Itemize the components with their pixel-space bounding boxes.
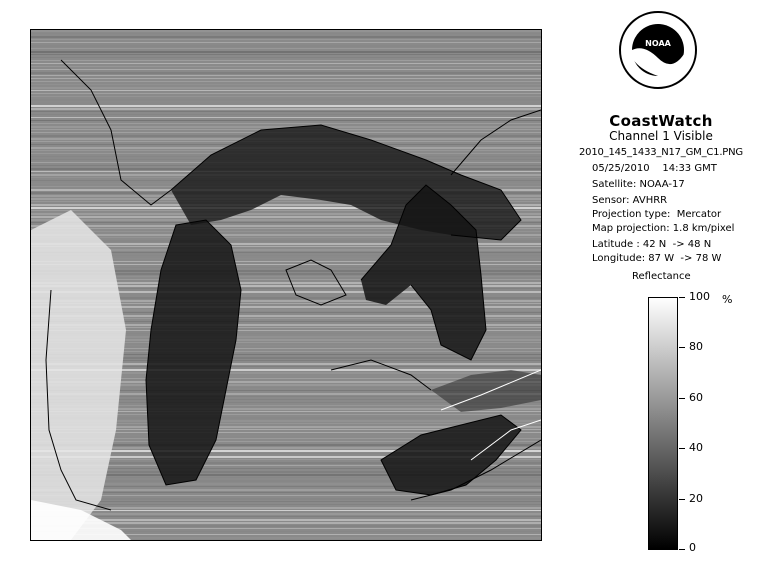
scan-line: [31, 486, 541, 487]
scan-line: [31, 75, 541, 76]
scan-line: [31, 69, 541, 70]
channel-label: Channel 1 Visible: [609, 129, 713, 143]
scan-line: [31, 108, 541, 110]
colorbar-tick-label: 0: [689, 541, 696, 554]
scan-line: [31, 489, 541, 491]
scan-line: [31, 504, 541, 505]
app-title: CoastWatch: [609, 112, 713, 130]
scan-line: [31, 513, 541, 515]
colorbar-tick: [679, 398, 685, 399]
colorbar-unit: %: [722, 293, 733, 306]
satellite-image: [31, 30, 541, 540]
scan-line: [31, 39, 541, 40]
scan-line: [31, 36, 541, 38]
colorbar-tick-label: 20: [689, 492, 703, 505]
scan-line: [31, 84, 541, 85]
scan-line: [31, 114, 541, 115]
colorbar: [648, 297, 678, 550]
scan-line: [31, 105, 541, 107]
scan-line: [31, 117, 541, 118]
colorbar-tick: [679, 549, 685, 550]
scan-line: [31, 510, 541, 511]
sensor-label: Sensor: AVHRR: [592, 195, 668, 206]
scan-line: [31, 492, 541, 493]
noaa-logo-icon: [618, 10, 698, 90]
colorbar-title: Reflectance: [632, 271, 691, 282]
colorbar-tick-label: 40: [689, 441, 703, 454]
scan-line: [31, 66, 541, 67]
scan-line: [31, 48, 541, 49]
colorbar-tick: [679, 347, 685, 348]
colorbar-tick-label: 60: [689, 391, 703, 404]
longitude-label: Longitude: 87 W -> 78 W: [592, 253, 722, 264]
scan-line: [31, 81, 541, 82]
scan-line: [31, 99, 541, 101]
scan-line: [31, 51, 541, 53]
scan-line: [31, 45, 541, 47]
colorbar-tick: [679, 448, 685, 449]
colorbar-tick: [679, 499, 685, 500]
projection-type-label: Projection type: Mercator: [592, 209, 722, 220]
scan-line: [31, 60, 541, 61]
scan-line: [31, 519, 541, 521]
map-projection-label: Map projection: 1.8 km/pixel: [592, 223, 735, 234]
file-name: 2010_145_1433_N17_GM_C1.PNG: [579, 147, 743, 158]
scan-line: [31, 516, 541, 517]
scan-line: [31, 30, 541, 32]
svg-text:NOAA: NOAA: [645, 39, 671, 48]
scan-line: [31, 111, 541, 112]
latitude-label: Latitude : 42 N -> 48 N: [592, 239, 712, 250]
scan-line: [31, 501, 541, 502]
scan-line: [31, 495, 541, 496]
scan-line: [31, 93, 541, 94]
acquisition-datetime: 05/25/2010 14:33 GMT: [592, 163, 717, 174]
scan-line: [31, 54, 541, 55]
scan-line: [31, 78, 541, 79]
scan-line: [31, 63, 541, 64]
satellite-map: [30, 29, 542, 541]
scan-line: [31, 57, 541, 58]
colorbar-tick-label: 80: [689, 340, 703, 353]
scan-line: [31, 33, 541, 34]
scan-line: [31, 87, 541, 89]
scan-line: [31, 102, 541, 104]
scan-line: [31, 90, 541, 91]
scan-line: [31, 96, 541, 97]
satellite-label: Satellite: NOAA-17: [592, 179, 685, 190]
colorbar-tick-label: 100: [689, 290, 710, 303]
colorbar-tick: [679, 297, 685, 298]
scan-line: [31, 72, 541, 74]
scan-line: [31, 120, 541, 121]
scan-line: [31, 42, 541, 43]
scan-line: [31, 498, 541, 500]
